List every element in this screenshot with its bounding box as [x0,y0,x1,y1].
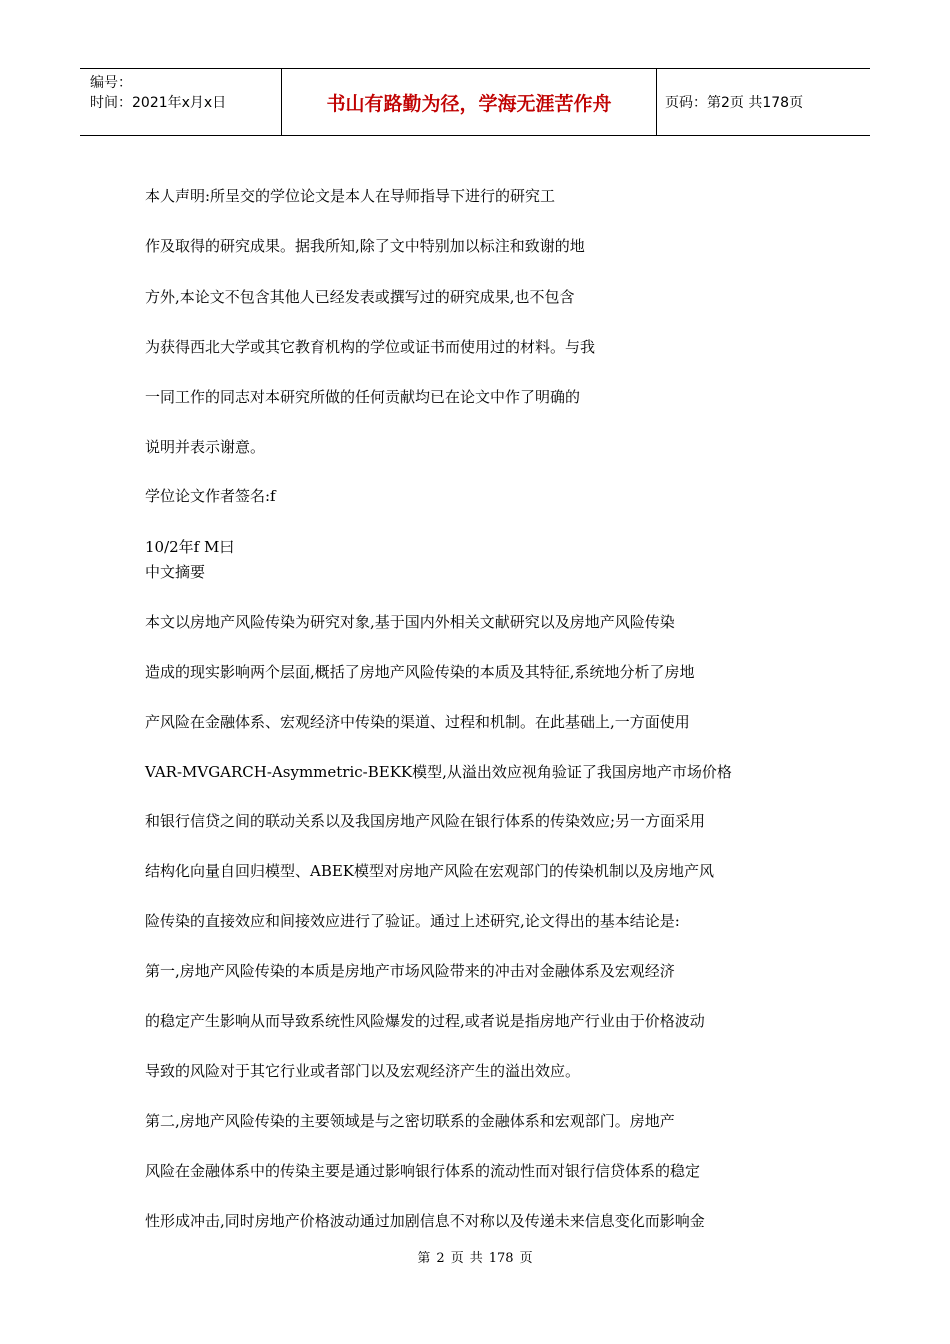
text-line: 第一,房地产风险传染的本质是房地产市场风险带来的冲击对金融体系及宏观经济 [145,962,675,980]
text-line: 一同工作的同志对本研究所做的任何贡献均已在论文中作了明确的 [145,388,581,406]
text-line: 的稳定产生影响从而导致系统性风险爆发的过程,或者说是指房地产行业由于价格波动 [145,1012,705,1030]
text-line: 本人声明:所呈交的学位论文是本人在导师指导下进行的研究工 [145,187,556,205]
text-line: 本文以房地产风险传染为研究对象,基于国内外相关文献研究以及房地产风险传染 [145,613,675,631]
section-heading: 中文摘要 [145,563,206,581]
text-line: 产风险在金融体系、宏观经济中传染的渠道、过程和机制。在此基础上,一方面使用 [145,713,690,731]
text-line: 方外,本论文不包含其他人已经发表或撰写过的研究成果,也不包含 [145,288,575,306]
text-line: 第二,房地产风险传染的主要领域是与之密切联系的金融体系和宏观部门。房地产 [145,1112,675,1130]
text-line: VAR-MVGARCH-Asymmetric-BEKK模型,从溢出效应视角验证了我国房地产市场价格 [145,763,732,781]
text-line: 险传染的直接效应和间接效应进行了验证。通过上述研究,论文得出的基本结论是: [145,912,680,930]
text-line: 结构化向量自回归模型、ABEK模型对房地产风险在宏观部门的传染机制以及房地产风 [145,862,715,880]
document-header [80,68,870,136]
number-label: 编号： [90,75,132,91]
text-line: 性形成冲击,同时房地产价格波动通过加剧信息不对称以及传递未来信息变化而影响金 [145,1212,705,1230]
text-line: 风险在金融体系中的传染主要是通过影响银行体系的流动性而对银行信贷体系的稳定 [145,1162,701,1180]
header-meta [80,69,282,135]
footer-di: 第 [417,1251,431,1266]
signature-line: 学位论文作者签名:f [145,487,276,505]
text-line: 作及取得的研究成果。据我所知,除了文中特别加以标注和致谢的地 [145,237,585,255]
text-line: 造成的现实影响两个层面,概括了房地产风险传染的本质及其特征,系统地分析了房地 [145,663,695,681]
footer-gong: 共 [469,1251,483,1266]
time-label: 时间：2021年x月x日 [90,95,227,111]
text-line: 导致的风险对于其它行业或者部门以及宏观经济产生的溢出效应。 [145,1062,581,1080]
text-line: 为获得西北大学或其它教育机构的学位或证书而使用过的材料。与我 [145,338,596,356]
text-line: 说明并表示谢意。 [145,438,266,456]
date-line: 10/2年f M曰 [145,538,235,556]
page-footer [0,1247,950,1266]
footer-page-number: 2 [436,1251,445,1266]
header-page-code: 页码：第2页 共178页 [665,95,804,111]
header-motto: 书山有路勤为径，学海无涯苦作舟 [282,69,657,135]
text-line: 和银行信贷之间的联动关系以及我国房地产风险在银行体系的传染效应;另一方面采用 [145,812,706,830]
footer-total-pages: 178 [488,1251,514,1266]
footer-ye: 页 [450,1251,464,1266]
footer-ye: 页 [519,1251,533,1266]
